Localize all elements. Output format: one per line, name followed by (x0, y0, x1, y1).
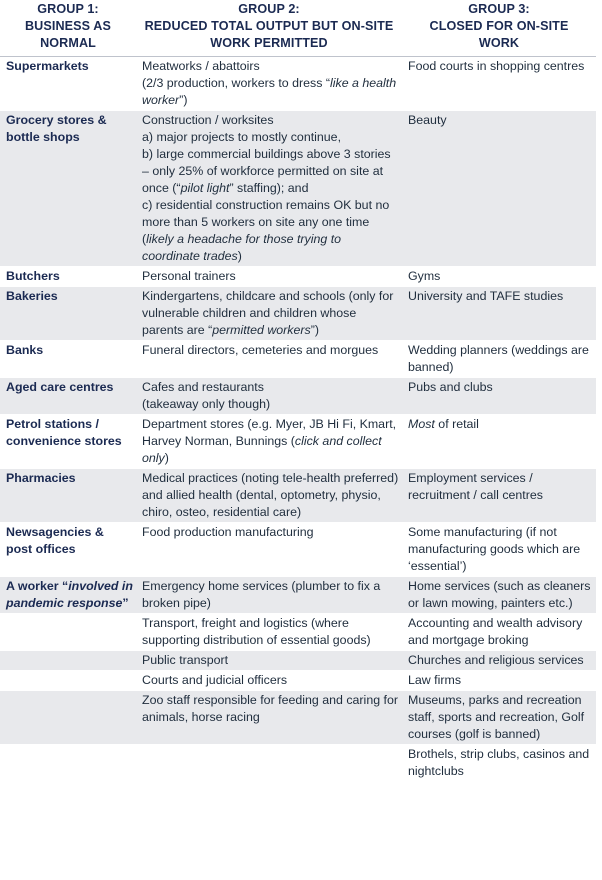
group-2-cell (136, 577, 402, 614)
italic-text: permitted workers (212, 323, 311, 337)
group-3-cell (402, 111, 596, 267)
italic-text: Most (408, 417, 435, 431)
italic-text: likely a headache for those trying to coordinate trades (142, 232, 342, 263)
header-row (0, 0, 596, 57)
header-group-2-line-3: WORK PERMITTED (210, 36, 328, 50)
italic-text: involved in pandemic response (6, 579, 133, 610)
table-row (0, 691, 596, 745)
group-2-cell (136, 378, 402, 415)
cell-text: ”) (179, 93, 188, 107)
table-row (0, 577, 596, 614)
cell-text: ” (122, 596, 129, 610)
group-1-cell (0, 671, 136, 691)
cell-text: Law firms (408, 673, 462, 687)
header-group-2-line-2: REDUCED TOTAL OUTPUT BUT ON-SITE (144, 19, 394, 33)
header-group-3 (402, 0, 596, 57)
table-row (0, 745, 596, 782)
group-3-cell (402, 745, 596, 782)
cell-text: Transport, freight and logistics (where supporting distribution of essential goods) (142, 616, 371, 647)
group-1-cell (0, 469, 136, 523)
cell-text: Food production manufacturing (142, 525, 314, 539)
cell-text: Construction / worksites (142, 113, 274, 127)
cell-text: Food courts in shopping centres (408, 59, 585, 73)
cell-text: (2/3 production, workers to dress “ (142, 76, 331, 90)
cell-text: Courts and judicial officers (142, 673, 288, 687)
cell-text: Grocery stores & bottle shops (6, 113, 107, 144)
header-group-1 (0, 0, 136, 57)
cell-text: Bakeries (6, 289, 58, 303)
table-row (0, 469, 596, 523)
table-row (0, 671, 596, 691)
cell-text: Meatworks / abattoirs (142, 59, 260, 73)
group-2-cell (136, 691, 402, 745)
cell-text: ) (237, 249, 242, 263)
table-row (0, 523, 596, 577)
cell-text: Department stores (e.g. Myer, JB Hi Fi, Kmart, Harvey Norman, Bunnings ( (142, 417, 397, 448)
group-3-cell (402, 415, 596, 469)
cell-text: Pharmacies (6, 471, 76, 485)
group-1-cell (0, 745, 136, 782)
cell-text: ” staffing); and (229, 181, 309, 195)
cell-text: Churches and religious services (408, 653, 584, 667)
group-2-cell (136, 469, 402, 523)
header-group-1-line-3: NORMAL (40, 36, 96, 50)
cell-text: Home services (such as cleaners or lawn mowing, painters etc.) (408, 579, 591, 610)
table-row (0, 111, 596, 267)
header-group-1-line-1: GROUP 1: (37, 2, 99, 16)
cell-text: (takeaway only though) (142, 397, 271, 411)
group-3-cell (402, 469, 596, 523)
group-3-cell (402, 341, 596, 378)
cell-text: A worker “ (6, 579, 69, 593)
group-1-cell (0, 287, 136, 341)
group-1-cell (0, 614, 136, 651)
header-group-1-line-2: BUSINESS AS (24, 19, 111, 33)
cell-text: c) residential construction remains OK but no more than 5 workers on site any one time ( (142, 198, 390, 246)
cell-text: Emergency home services (plumber to fix a broken pipe) (142, 579, 381, 610)
cell-text: Gyms (408, 269, 441, 283)
group-3-cell (402, 691, 596, 745)
cell-text: Pubs and clubs (408, 380, 493, 394)
group-2-cell (136, 651, 402, 671)
cell-text: of retail (434, 417, 479, 431)
group-1-cell (0, 651, 136, 671)
cell-text: University and TAFE studies (408, 289, 564, 303)
cell-text: Accounting and wealth advisory and mortgage broking (408, 616, 583, 647)
table-row (0, 267, 596, 287)
group-3-cell (402, 287, 596, 341)
cell-text: Wedding planners (weddings are banned) (408, 343, 589, 374)
table-row (0, 651, 596, 671)
cell-text: Butchers (6, 269, 60, 283)
group-1-cell (0, 267, 136, 287)
group-2-cell (136, 671, 402, 691)
cell-text: Brothels, strip clubs, casinos and nightclubs (408, 747, 590, 778)
table-row (0, 341, 596, 378)
group-2-cell (136, 415, 402, 469)
group-2-cell (136, 287, 402, 341)
group-3-cell (402, 378, 596, 415)
group-3-cell (402, 577, 596, 614)
cell-text: Supermarkets (6, 59, 89, 73)
cell-text: Petrol stations / convenience stores (6, 417, 122, 448)
cell-text: Employment services / recruitment / call centres (408, 471, 543, 502)
table-header (0, 0, 596, 57)
italic-text: click and collect only (142, 434, 382, 465)
group-2-cell (136, 111, 402, 267)
group-2-cell (136, 745, 402, 782)
group-3-cell (402, 614, 596, 651)
group-1-cell (0, 341, 136, 378)
cell-text: ”) (310, 323, 319, 337)
cell-text: Some manufacturing (if not manufacturing goods which are ‘essential’) (408, 525, 581, 573)
header-group-3-line-3: WORK (478, 36, 520, 50)
group-1-cell (0, 378, 136, 415)
cell-text: Medical practices (noting tele-health preferred) and allied health (dental, optometry, physio, chiro, osteo, residential care) (142, 471, 399, 519)
header-group-3-line-2: CLOSED FOR ON-SITE (429, 19, 569, 33)
cell-text: Museums, parks and recreation staff, sports and recreation, Golf courses (golf is banned) (408, 693, 585, 741)
group-2-cell (136, 267, 402, 287)
group-1-cell (0, 691, 136, 745)
cell-text: Zoo staff responsible for feeding and caring for animals, horse racing (142, 693, 398, 724)
group-3-cell (402, 57, 596, 111)
group-1-cell (0, 111, 136, 267)
table-row (0, 415, 596, 469)
cell-text: b) large commercial buildings above 3 stories – only 25% of workforce permitted on site at once (“ (142, 147, 391, 195)
group-1-cell (0, 523, 136, 577)
cell-text: Banks (6, 343, 44, 357)
cell-text: a) major projects to mostly continue, (142, 130, 342, 144)
italic-text: pilot light (180, 181, 230, 195)
group-2-cell (136, 341, 402, 378)
cell-text: Kindergartens, childcare and schools (only for vulnerable children and children whose parents are “ (142, 289, 394, 337)
group-2-cell (136, 523, 402, 577)
table-row (0, 57, 596, 111)
group-2-cell (136, 614, 402, 651)
table-row (0, 614, 596, 651)
cell-text: ) (164, 451, 169, 465)
group-1-cell (0, 415, 136, 469)
cell-text: Funeral directors, cemeteries and morgues (142, 343, 379, 357)
cell-text: Newsagencies & post offices (6, 525, 104, 556)
italic-text: like a health worker (142, 76, 397, 107)
group-3-cell (402, 523, 596, 577)
cell-text: Personal trainers (142, 269, 236, 283)
cell-text: Cafes and restaurants (142, 380, 264, 394)
table-row (0, 287, 596, 341)
header-group-3-line-1: GROUP 3: (468, 2, 530, 16)
table-row (0, 378, 596, 415)
group-1-cell (0, 57, 136, 111)
group-2-cell (136, 57, 402, 111)
group-1-cell (0, 577, 136, 614)
group-3-cell (402, 651, 596, 671)
cell-text: Public transport (142, 653, 229, 667)
cell-text: Beauty (408, 113, 447, 127)
header-group-2-line-1: GROUP 2: (238, 2, 300, 16)
group-3-cell (402, 671, 596, 691)
group-3-cell (402, 267, 596, 287)
cell-text: Aged care centres (6, 380, 114, 394)
table-body (0, 57, 596, 782)
header-group-2 (136, 0, 402, 57)
